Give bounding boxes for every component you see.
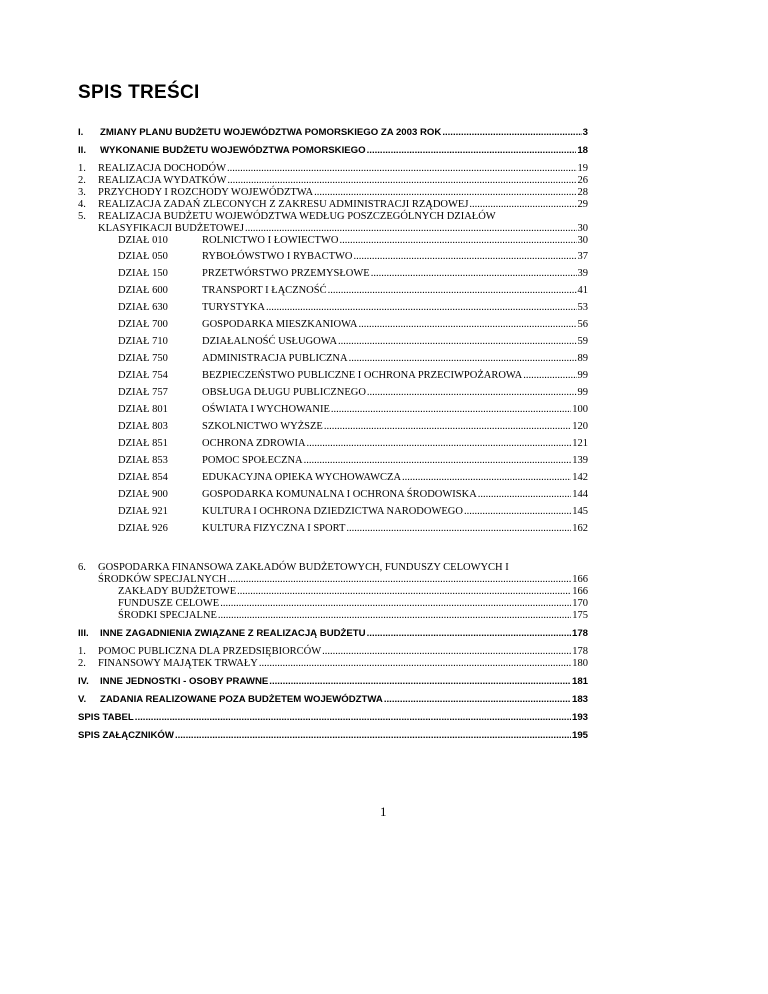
page-number: 1 — [380, 804, 387, 819]
toc-item[interactable] — [78, 163, 588, 175]
page-ref: 166 — [572, 586, 588, 597]
dzial-title: GOSPODARKA MIESZKANIOWA — [202, 319, 358, 330]
dot-leader — [464, 506, 571, 518]
dot-leader — [331, 404, 571, 416]
toc-dzial[interactable] — [118, 421, 588, 433]
dzial-title: POMOC SPOŁECZNA — [202, 455, 303, 466]
section-number: V. — [78, 694, 87, 705]
toc-subitem[interactable] — [118, 598, 588, 610]
page-ref: 89 — [577, 353, 588, 364]
page-ref: 195 — [571, 730, 588, 741]
section-title: INNE JEDNOSTKI - OSOBY PRAWNE — [100, 676, 269, 687]
subitem-title: ŚRODKI SPECJALNE — [118, 610, 217, 621]
page-ref: 29 — [577, 199, 588, 210]
page-ref: 19 — [577, 163, 588, 174]
item-number: 5. — [78, 211, 86, 222]
dzial-code: DZIAŁ 630 — [118, 302, 168, 313]
section-number: I. — [78, 127, 84, 138]
toc-section-iii[interactable] — [78, 628, 588, 640]
page-ref: 142 — [572, 472, 588, 483]
page-ref: 170 — [572, 598, 588, 609]
subitem-title: ZAKŁADY BUDŻETOWE — [118, 586, 237, 597]
section-number: IV. — [78, 676, 89, 687]
item-number: 2. — [78, 175, 86, 186]
section-title: WYKONANIE BUDŻETU WOJEWÓDZTWA POMORSKIEGO — [100, 145, 366, 156]
page-ref: 120 — [572, 421, 588, 432]
item-title: REALIZACJA WYDATKÓW — [98, 175, 227, 186]
section-title: SPIS TABEL — [78, 712, 134, 723]
dot-leader — [338, 336, 576, 348]
toc-item-continuation[interactable] — [98, 223, 588, 235]
item-title: GOSPODARKA FINANSOWA ZAKŁADÓW BUDŻETOWYCH, FUNDUSZY CELOWYCH I — [98, 562, 509, 573]
item-number: 2. — [78, 658, 86, 669]
dzial-title: SZKOLNICTWO WYŻSZE — [202, 421, 323, 432]
toc-item[interactable] — [78, 187, 588, 199]
toc-dzial[interactable] — [118, 285, 588, 297]
page-ref: 121 — [572, 438, 588, 449]
dot-leader — [237, 586, 571, 598]
toc-section-ii[interactable] — [78, 145, 588, 157]
toc-dzial[interactable] — [118, 235, 588, 247]
dot-leader — [402, 472, 571, 484]
dzial-code: DZIAŁ 754 — [118, 370, 168, 381]
dzial-title: KULTURA FIZYCZNA I SPORT — [202, 523, 346, 534]
toc-item[interactable] — [78, 199, 588, 211]
page-ref: 99 — [577, 387, 588, 398]
toc-dzial[interactable] — [118, 523, 588, 535]
dot-leader — [354, 251, 577, 263]
toc-dzial[interactable] — [118, 268, 588, 280]
toc-item[interactable] — [78, 562, 588, 574]
item-number: 1. — [78, 646, 86, 657]
dzial-code: DZIAŁ 010 — [118, 235, 168, 246]
page-ref: 144 — [572, 489, 588, 500]
page-title: SPIS TREŚCI — [78, 82, 200, 103]
dzial-title: OŚWIATA I WYCHOWANIE — [202, 404, 330, 415]
dot-leader — [245, 223, 577, 235]
dzial-title: EDUKACYJNA OPIEKA WYCHOWAWCZA — [202, 472, 402, 483]
toc-dzial[interactable] — [118, 387, 588, 399]
dzial-code: DZIAŁ 700 — [118, 319, 168, 330]
page-ref: 162 — [572, 523, 588, 534]
dot-leader — [304, 455, 572, 467]
page-ref: 178 — [571, 628, 588, 639]
page-ref: 3 — [582, 127, 588, 138]
page-ref: 37 — [577, 251, 588, 262]
dot-leader — [358, 319, 576, 331]
item-number: 3. — [78, 187, 86, 198]
dot-leader — [328, 285, 577, 297]
dzial-title: OCHRONA ZDROWIA — [202, 438, 306, 449]
toc-section-iv[interactable] — [78, 676, 588, 688]
dot-leader — [227, 163, 576, 175]
page-ref: 41 — [577, 285, 588, 296]
toc-dzial[interactable] — [118, 489, 588, 501]
dzial-code: DZIAŁ 854 — [118, 472, 168, 483]
toc-dzial[interactable] — [118, 319, 588, 331]
dzial-code: DZIAŁ 921 — [118, 506, 168, 517]
toc-item[interactable] — [78, 175, 588, 187]
toc-dzial[interactable] — [118, 302, 588, 314]
dot-leader — [367, 628, 571, 640]
toc-item[interactable] — [78, 658, 588, 670]
page-ref: 183 — [571, 694, 588, 705]
page-ref: 30 — [577, 235, 588, 246]
dot-leader — [259, 658, 571, 670]
toc-section-v[interactable] — [78, 694, 588, 706]
dot-leader — [314, 187, 576, 199]
dzial-code: DZIAŁ 853 — [118, 455, 168, 466]
toc-item[interactable] — [78, 646, 588, 658]
item-number: 6. — [78, 562, 86, 573]
dot-leader — [367, 387, 577, 399]
toc-subitem[interactable] — [118, 610, 588, 622]
page-ref: 53 — [577, 302, 588, 313]
dzial-code: DZIAŁ 801 — [118, 404, 168, 415]
dot-leader — [266, 302, 576, 314]
item-title: ŚRODKÓW SPECJALNYCH — [98, 574, 227, 585]
dot-leader — [478, 489, 571, 501]
toc-item[interactable] — [78, 211, 588, 223]
item-title: REALIZACJA ZADAŃ ZLECONYCH Z ZAKRESU ADMINISTRACJI RZĄDOWEJ — [98, 199, 469, 210]
dot-leader — [346, 523, 571, 535]
dzial-code: DZIAŁ 803 — [118, 421, 168, 432]
dzial-title: PRZETWÓRSTWO PRZEMYSŁOWE — [202, 268, 370, 279]
page-ref: 26 — [577, 175, 588, 186]
toc-dzial[interactable] — [118, 472, 588, 484]
dzial-code: DZIAŁ 757 — [118, 387, 168, 398]
toc-dzial[interactable] — [118, 404, 588, 416]
dot-leader — [322, 646, 571, 658]
section-title: SPIS ZAŁĄCZNIKÓW — [78, 730, 174, 741]
page-ref: 56 — [577, 319, 588, 330]
page-ref: 28 — [577, 187, 588, 198]
page-ref: 181 — [571, 676, 588, 687]
page-ref: 30 — [577, 223, 588, 234]
dzial-code: DZIAŁ 926 — [118, 523, 168, 534]
toc-dzial[interactable] — [118, 438, 588, 450]
dzial-code: DZIAŁ 900 — [118, 489, 168, 500]
dzial-title: BEZPIECZEŃSTWO PUBLICZNE I OCHRONA PRZECIWPOŻAROWA — [202, 370, 523, 381]
dot-leader — [339, 235, 576, 247]
subitem-title: FUNDUSZE CELOWE — [118, 598, 220, 609]
toc-dzial[interactable] — [118, 353, 588, 365]
dzial-title: OBSŁUGA DŁUGU PUBLICZNEGO — [202, 387, 366, 398]
toc-dzial[interactable] — [118, 336, 588, 348]
dzial-code: DZIAŁ 050 — [118, 251, 168, 262]
page-ref: 180 — [572, 658, 588, 669]
page-ref: 145 — [572, 506, 588, 517]
dzial-title: ADMINISTRACJA PUBLICZNA — [202, 353, 348, 364]
section-number: II. — [78, 145, 86, 156]
item-title: REALIZACJA DOCHODÓW — [98, 163, 227, 174]
page-ref: 166 — [572, 574, 588, 585]
toc-spis-zalacznikow[interactable] — [78, 730, 588, 742]
dot-leader — [384, 694, 571, 706]
dot-leader — [523, 370, 576, 382]
dzial-code: DZIAŁ 750 — [118, 353, 168, 364]
item-title: KLASYFIKACJI BUDŻETOWEJ — [98, 223, 244, 234]
item-title: POMOC PUBLICZNA DLA PRZEDSIĘBIORCÓW — [98, 646, 322, 657]
dot-leader — [469, 199, 576, 211]
dot-leader — [135, 712, 571, 724]
dot-leader — [371, 268, 577, 280]
page-ref: 178 — [572, 646, 588, 657]
page-ref: 99 — [577, 370, 588, 381]
dzial-title: GOSPODARKA KOMUNALNA I OCHRONA ŚRODOWISKA — [202, 489, 477, 500]
dzial-title: ROLNICTWO I ŁOWIECTWO — [202, 235, 339, 246]
item-title: FINANSOWY MAJĄTEK TRWAŁY — [98, 658, 258, 669]
dot-leader — [175, 730, 571, 742]
page-ref: 175 — [572, 610, 588, 621]
dot-leader — [324, 421, 571, 433]
section-title: ZMIANY PLANU BUDŻETU WOJEWÓDZTWA POMORSKIEGO ZA 2003 ROK — [100, 127, 442, 138]
dzial-code: DZIAŁ 851 — [118, 438, 168, 449]
dot-leader — [307, 438, 572, 450]
dot-leader — [349, 353, 577, 365]
dot-leader — [442, 127, 581, 139]
dot-leader — [367, 145, 577, 157]
toc-dzial[interactable] — [118, 370, 588, 382]
dot-leader — [218, 610, 571, 622]
item-number: 4. — [78, 199, 86, 210]
toc-dzial[interactable] — [118, 506, 588, 518]
page-ref: 193 — [571, 712, 588, 723]
page-ref: 39 — [577, 268, 588, 279]
dot-leader — [220, 598, 571, 610]
page-ref: 18 — [577, 145, 588, 156]
toc-dzial[interactable] — [118, 251, 588, 263]
dot-leader — [227, 175, 576, 187]
toc-item-continuation[interactable] — [98, 574, 588, 586]
dzial-title: RYBOŁÓWSTWO I RYBACTWO — [202, 251, 353, 262]
dzial-title: KULTURA I OCHRONA DZIEDZICTWA NARODOWEGO — [202, 506, 463, 517]
section-title: INNE ZAGADNIENIA ZWIĄZANE Z REALIZACJĄ BUDŻETU — [100, 628, 366, 639]
toc-section-i[interactable] — [78, 127, 588, 139]
dzial-code: DZIAŁ 710 — [118, 336, 168, 347]
dot-leader — [269, 676, 571, 688]
toc-subitem[interactable] — [118, 586, 588, 598]
page-ref: 100 — [572, 404, 588, 415]
dzial-title: DZIAŁALNOŚĆ USŁUGOWA — [202, 336, 338, 347]
toc-spis-tabel[interactable] — [78, 712, 588, 724]
dot-leader — [227, 574, 571, 586]
item-number: 1. — [78, 163, 86, 174]
dzial-code: DZIAŁ 150 — [118, 268, 168, 279]
dzial-title: TRANSPORT I ŁĄCZNOŚĆ — [202, 285, 327, 296]
item-title: REALIZACJA BUDŻETU WOJEWÓDZTWA WEDŁUG POSZCZEGÓLNYCH DZIAŁÓW — [98, 211, 496, 222]
section-number: III. — [78, 628, 89, 639]
dzial-title: TURYSTYKA — [202, 302, 266, 313]
toc-dzial[interactable] — [118, 455, 588, 467]
page-ref: 139 — [572, 455, 588, 466]
dzial-code: DZIAŁ 600 — [118, 285, 168, 296]
item-title: PRZYCHODY I ROZCHODY WOJEWÓDZTWA — [98, 187, 314, 198]
page-ref: 59 — [577, 336, 588, 347]
section-title: ZADANIA REALIZOWANE POZA BUDŻETEM WOJEWÓDZTWA — [100, 694, 383, 705]
